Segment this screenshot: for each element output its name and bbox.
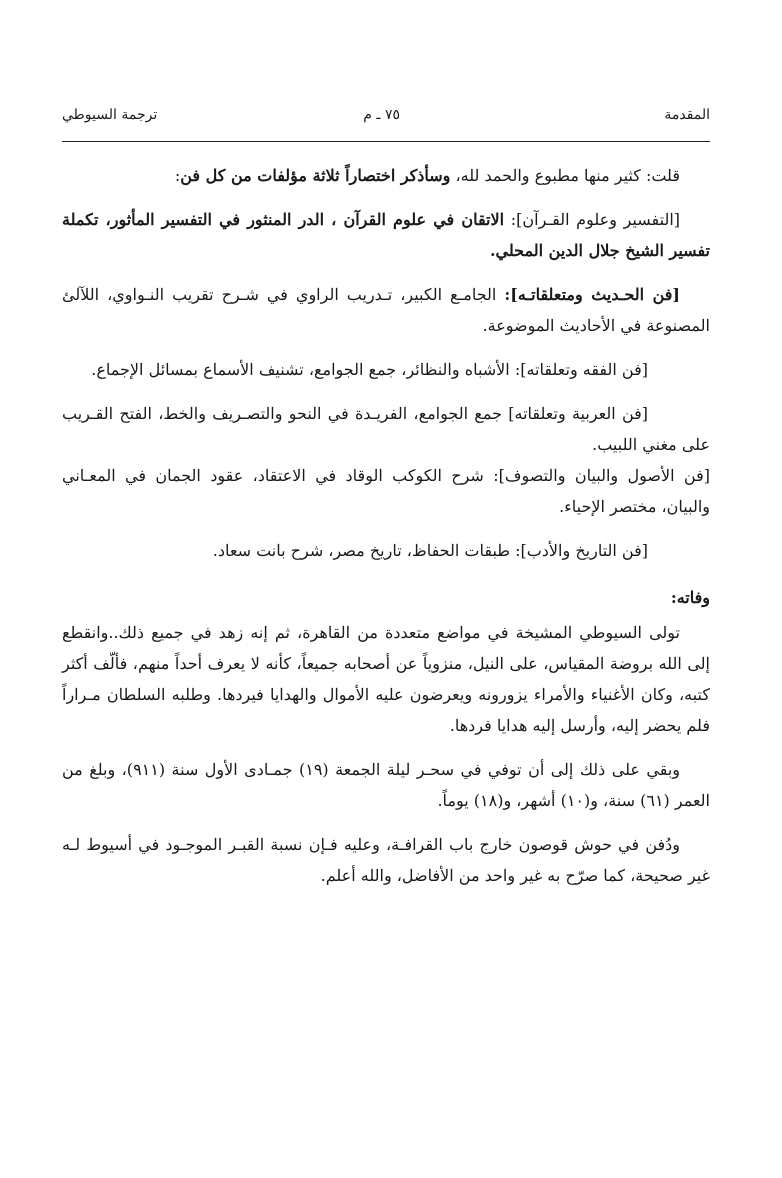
category-label: [التفسير وعلوم القـرآن]: (510, 210, 681, 229)
running-header (62, 107, 710, 135)
book-title: ترجمة السيوطي (62, 107, 158, 123)
intro-prefix: قلت: كثير منها مطبوع والحمد لله، (455, 166, 680, 185)
category-arabic (62, 398, 710, 460)
intro-paragraph (62, 160, 710, 191)
death-paragraph: ودُفن في حوش قوصون خارج باب القرافـة، وعليه فـإن نسبة القبـر الموجـود في أسيوط لـه غير صحيحة، كما صرّح به غير واحد من الأفاضل، والله أعلم. (62, 835, 710, 885)
intro-suffix: : (174, 166, 181, 185)
section-title: المقدمة (664, 107, 710, 123)
death-paragraph: وبقي على ذلك إلى أن توفي في سحـر ليلة الجمعة (١٩) جمـادى الأول سنة (٩١١)، وبلغ من العمر (٦١) سنة، و(١٠) أشهر، و(١٨) يوماً. (62, 760, 710, 810)
category-usul (62, 460, 710, 522)
intro-bold: وسأذكر اختصاراً ثلاثة مؤلفات من كل فن (180, 166, 451, 185)
category-fiqh (62, 354, 710, 385)
category-text: جمع الجوامع، الفريـدة في النحو والتصـريف والخط، الفتح القـريب على مغني اللبيب. (62, 404, 710, 454)
category-text: طبقات الحفاظ، تاريخ مصر، شرح بانت سعاد. (212, 541, 511, 560)
category-history (62, 535, 710, 566)
page-number: ٧٥ ـ م (363, 107, 400, 123)
category-hadith (62, 279, 710, 341)
category-label: [فن الأصول والبيان والتصوف]: (493, 466, 710, 485)
category-text: الأشباه والنظائر، جمع الجوامع، تشنيف الأسماع بمسائل الإجماع. (91, 360, 510, 379)
category-text: الجامـع الكبير، تـدريب الراوي في شـرح تقريب النـواوي، اللآلئ المصنوعة في الأحاديث الموضوعة. (62, 285, 710, 335)
category-label: [فن الفقه وتعلقاته]: (514, 360, 648, 379)
header-rule (62, 141, 710, 142)
category-tafsir (62, 204, 710, 266)
death-paragraph: تولى السيوطي المشيخة في مواضع متعددة من القاهرة، ثم إنه زهد في جميع ذلك..وانقطع إلى الله بروضة المقياس، على النيل، منزوياً عن أصحابه جميعاً، كأنه لا يعرف أحداً منهم، فألّف أكثر كتبه، وكان الأغنياء والأمراء يزورونه ويعرضون عليه الأموال والهدايا فيردها. وطلبه السلطان مـراراً فلم يحضر إليه، وأرسل إليه هدايا فردها. (62, 623, 710, 735)
category-label: [فن العربية وتعلقاته] (508, 404, 649, 423)
page-body (62, 160, 710, 904)
death-heading: وفاته: (670, 588, 710, 607)
category-label: [فن الحـديث ومتعلقاتـه]: (504, 285, 681, 304)
category-text: شرح الكوكب الوقاد في الاعتقاد، عقود الجمان في المعـاني والبيان، مختصر الإحياء. (62, 466, 710, 516)
category-text: الاتقان في علوم القرآن ، الدر المنثور في التفسير المأثور، تكملة تفسير الشيخ جلال الدين المحلي. (62, 210, 710, 260)
category-label: [فن التاريخ والأدب]: (515, 541, 648, 560)
